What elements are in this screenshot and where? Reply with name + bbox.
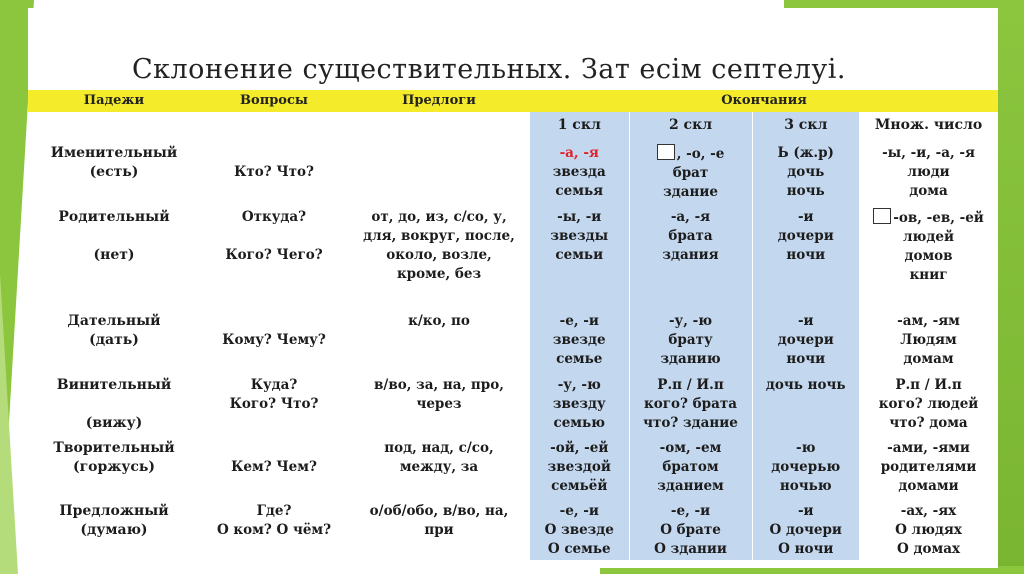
- example: брата: [668, 228, 713, 244]
- ending: -ах, -ях: [900, 503, 957, 519]
- example: брату: [668, 332, 713, 348]
- case-name: Винительный: [56, 377, 172, 393]
- ending: -ов, -ев, -ей: [893, 210, 984, 226]
- example: звезды: [550, 228, 609, 244]
- header-row: [28, 90, 998, 112]
- example: зданию: [660, 351, 721, 367]
- prepositions: под, над, с/со, между, за: [384, 440, 494, 475]
- question-2: Кого? Чего?: [225, 247, 323, 263]
- example: книг: [909, 267, 948, 283]
- ending: -а, -я: [559, 145, 599, 161]
- case-name: Предложный: [59, 503, 169, 519]
- case-name: Именительный: [50, 145, 178, 161]
- case-name: Родительный: [58, 209, 170, 225]
- example: семьи: [555, 247, 604, 263]
- example: звезде: [552, 332, 606, 348]
- slide-decoration-right: [994, 0, 1024, 574]
- declension-table: [28, 90, 998, 560]
- header-questions: Вопросы: [200, 90, 348, 112]
- example: люди: [907, 164, 950, 180]
- ending: -е, -и: [670, 503, 711, 519]
- ending: -у, -ю: [668, 313, 713, 329]
- case-hint: (есть): [89, 164, 139, 180]
- table-row-accusative: [28, 370, 998, 433]
- slide-decoration-top: [784, 0, 1024, 8]
- example: дочери: [777, 228, 834, 244]
- question-1: Откуда?: [241, 209, 307, 225]
- ending: дочь ночь: [765, 377, 846, 393]
- subheader-plural: Множ. число: [874, 117, 983, 133]
- example: дочь: [787, 164, 825, 180]
- case-hint: (нет): [93, 247, 135, 263]
- example: зданием: [657, 478, 724, 494]
- ending: -ам, -ям: [897, 313, 960, 329]
- subheader-decl2: 2 скл: [629, 112, 752, 138]
- zero-ending-box-icon: [873, 208, 891, 224]
- example: О звезде: [544, 522, 614, 538]
- slide-decoration-left-light: [0, 274, 18, 574]
- ending: -ы, -и: [557, 209, 602, 225]
- ending: -ой, -ей: [550, 440, 609, 456]
- example: кого? брата: [644, 396, 737, 412]
- ending: -и: [797, 313, 814, 329]
- question-1: Куда?: [250, 377, 298, 393]
- table-row-nominative: [28, 138, 998, 202]
- ending: -и: [797, 503, 814, 519]
- subheader-row: [28, 112, 998, 138]
- example: О семье: [547, 541, 611, 557]
- example: дочерью: [771, 459, 841, 475]
- example: ночи: [786, 247, 826, 263]
- header-prepositions: Предлоги: [348, 90, 530, 112]
- example: кого? людей: [878, 396, 979, 412]
- ending: -у, -ю: [557, 377, 601, 393]
- ending: -е, -и: [559, 313, 599, 329]
- ending: Ь (ж.р): [777, 145, 834, 161]
- case-name: Дательный: [67, 313, 161, 329]
- example: домов: [904, 248, 953, 264]
- slide: [28, 8, 998, 568]
- example: брат: [672, 165, 709, 181]
- ending: , -о, -е: [676, 146, 725, 162]
- question-2: Кем? Чем?: [231, 459, 317, 475]
- example: О людях: [895, 522, 962, 538]
- example: звезда: [552, 164, 606, 180]
- ending: Р.п / И.п: [657, 377, 724, 393]
- ending: Р.п / И.п: [895, 377, 962, 393]
- question-1: [200, 144, 348, 163]
- question-1: [200, 439, 348, 458]
- page-title: Склонение существительных. Зат есім септелуі.: [132, 54, 846, 85]
- example: Людям: [900, 332, 957, 348]
- ending: -ами, -ями: [887, 440, 970, 456]
- example: братом: [662, 459, 719, 475]
- zero-ending-box-icon: [657, 144, 675, 160]
- prepositions: от, до, из, с/со, у, для, вокруг, после, около, возле, кроме, без: [363, 209, 515, 282]
- example: звездой: [547, 459, 611, 475]
- example: ночью: [779, 478, 832, 494]
- subheader-decl3: 3 скл: [752, 112, 859, 138]
- table-row-dative: [28, 306, 998, 370]
- example: звезду: [552, 396, 606, 412]
- table-row-instrumental: [28, 433, 998, 496]
- ending: -а, -я: [670, 209, 711, 225]
- example: дома: [909, 183, 948, 199]
- prepositions: [348, 138, 530, 202]
- ending: -ы, -и, -а, -я: [882, 145, 975, 161]
- example: О здании: [654, 541, 727, 557]
- example: домам: [903, 351, 954, 367]
- ending: -ю: [796, 440, 816, 456]
- ending: -ом, -ем: [659, 440, 722, 456]
- ending: -и: [797, 209, 814, 225]
- example: что? дома: [889, 415, 968, 431]
- prepositions: к/ко, по: [408, 313, 470, 329]
- example: родителями: [880, 459, 977, 475]
- example: что? здание: [643, 415, 738, 431]
- example: О ночи: [778, 541, 834, 557]
- table-row-prepositional: [28, 496, 998, 560]
- case-hint: (горжусь): [72, 459, 156, 475]
- example: О брате: [660, 522, 721, 538]
- example: семью: [553, 415, 606, 431]
- table-row-genitive: [28, 202, 998, 306]
- question-2: Кто? Что?: [234, 164, 314, 180]
- example: О домах: [897, 541, 961, 557]
- question-1: Где?: [256, 503, 292, 519]
- example: семьёй: [551, 478, 608, 494]
- example: О дочери: [769, 522, 842, 538]
- prepositions: о/об/обо, в/во, на, при: [369, 503, 509, 538]
- example: семья: [555, 183, 604, 199]
- example: ночь: [786, 183, 825, 199]
- example: людей: [903, 229, 954, 245]
- example: здания: [662, 247, 719, 263]
- header-endings: Окончания: [530, 90, 998, 112]
- question-2: Кому? Чему?: [222, 332, 326, 348]
- case-hint: (думаю): [80, 522, 148, 538]
- prepositions: в/во, за, на, про, через: [374, 377, 504, 412]
- example: ночи: [786, 351, 826, 367]
- question-2: О ком? О чём?: [216, 522, 332, 538]
- example: дочери: [777, 332, 834, 348]
- example: семье: [556, 351, 603, 367]
- ending: -е, -и: [559, 503, 599, 519]
- example: домами: [898, 478, 959, 494]
- case-hint: (дать): [89, 332, 139, 348]
- question-1: [200, 312, 348, 331]
- subheader-decl1: 1 скл: [530, 112, 629, 138]
- case-hint: (вижу): [85, 415, 143, 431]
- header-case: Падежи: [28, 90, 200, 112]
- case-name: Творительный: [53, 440, 175, 456]
- question-2: Кого? Что?: [229, 396, 319, 412]
- example: здание: [663, 184, 718, 200]
